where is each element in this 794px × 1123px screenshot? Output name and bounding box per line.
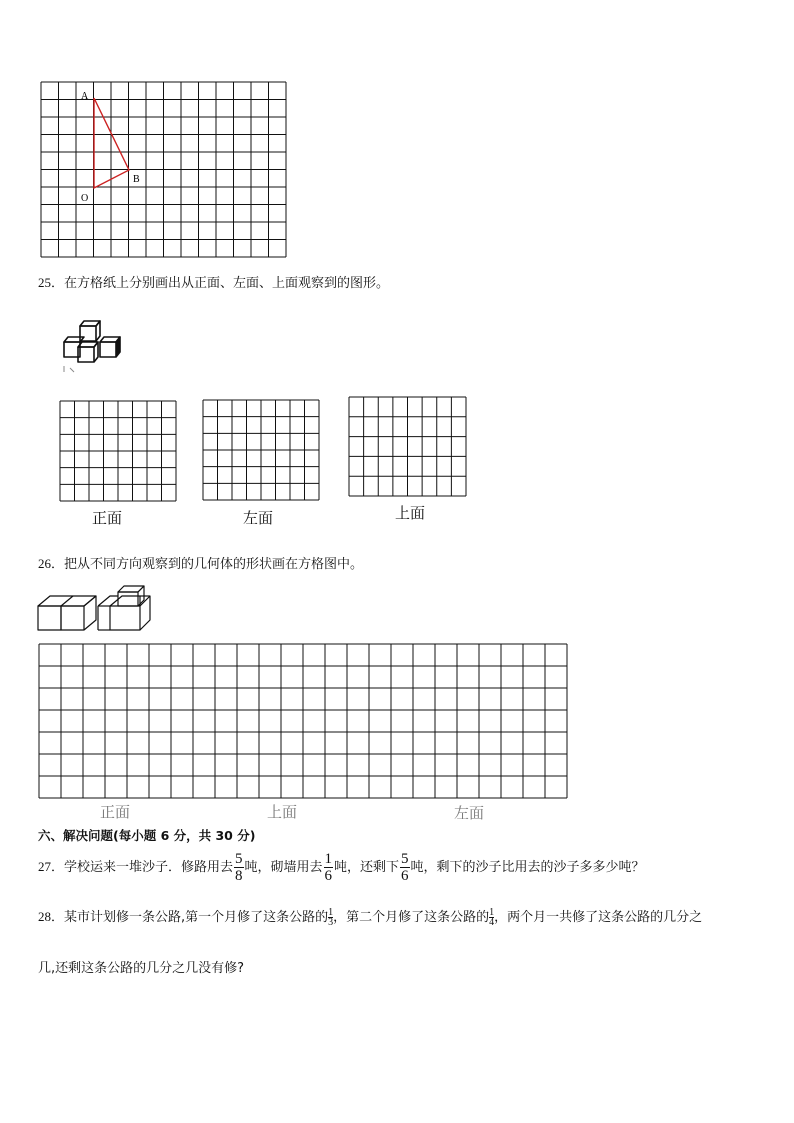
question-text: 吨，剩下的沙子比用去的沙子多多少吨？ xyxy=(410,860,645,875)
question-text: ，两个月一共修了这条公路的几分之 xyxy=(494,910,703,925)
question-number: 26 xyxy=(38,556,51,571)
label-front: 正面 xyxy=(92,509,123,527)
grid-top-view xyxy=(348,396,467,497)
question-28 xyxy=(38,906,702,929)
point-b-label: B xyxy=(133,174,140,185)
grid-front-view xyxy=(59,400,177,502)
fraction-denominator: 3 xyxy=(328,917,334,928)
point-a-label: A xyxy=(81,91,89,102)
fraction-numerator: 1 xyxy=(328,907,334,918)
question-number: 28 xyxy=(38,909,51,924)
fraction xyxy=(234,851,244,884)
section-title: 六、解决问题(每小题 6 分，共 30 分) xyxy=(38,828,256,843)
fraction-denominator: 6 xyxy=(401,868,409,884)
label-front: 正面 xyxy=(100,803,131,821)
label-top: 上面 xyxy=(267,803,298,821)
cube-stack-figure xyxy=(56,316,128,374)
fraction xyxy=(324,851,334,884)
fraction-denominator: 4 xyxy=(489,917,495,928)
fraction-denominator: 8 xyxy=(235,868,243,884)
question-27 xyxy=(38,850,645,885)
question-28-line-2: 几,还剩这条公路的几分之几没有修? xyxy=(38,961,245,976)
fraction-numerator: 1 xyxy=(324,851,333,867)
fraction-numerator: 1 xyxy=(489,907,495,918)
question-text: 吨，砌墙用去 xyxy=(244,860,323,875)
question-text: ．把从不同方向观察到的几何体的形状画在方格图中。 xyxy=(51,557,364,572)
fraction-denominator: 6 xyxy=(324,868,333,884)
question-25 xyxy=(38,272,389,291)
point-o-label: O xyxy=(81,193,89,204)
coordinate-grid-top xyxy=(40,81,288,259)
question-number: 27 xyxy=(38,859,51,874)
cube-row-figure xyxy=(36,584,154,634)
question-text: ，第二个月修了这条公路的 xyxy=(333,910,490,925)
fraction-numerator: 5 xyxy=(401,851,409,867)
question-text: ．在方格纸上分别画出从正面、左面、上面观察到的图形。 xyxy=(51,276,390,291)
question-text: 吨，还剩下 xyxy=(334,860,400,875)
question-text: ．某市计划修一条公路,第一个月修了这条公路的 xyxy=(51,910,329,925)
label-left: 左面 xyxy=(454,804,485,822)
label-left: 左面 xyxy=(243,509,274,527)
grid-lines xyxy=(41,82,286,257)
fraction-numerator: 5 xyxy=(235,851,243,867)
grid-left-view xyxy=(202,399,320,501)
question-number: 25 xyxy=(38,275,51,290)
question-26 xyxy=(38,553,363,572)
question-text: ．学校运来一堆沙子．修路用去 xyxy=(51,860,234,875)
fraction xyxy=(400,851,410,884)
grid-three-views xyxy=(38,643,570,800)
label-top: 上面 xyxy=(395,504,426,522)
